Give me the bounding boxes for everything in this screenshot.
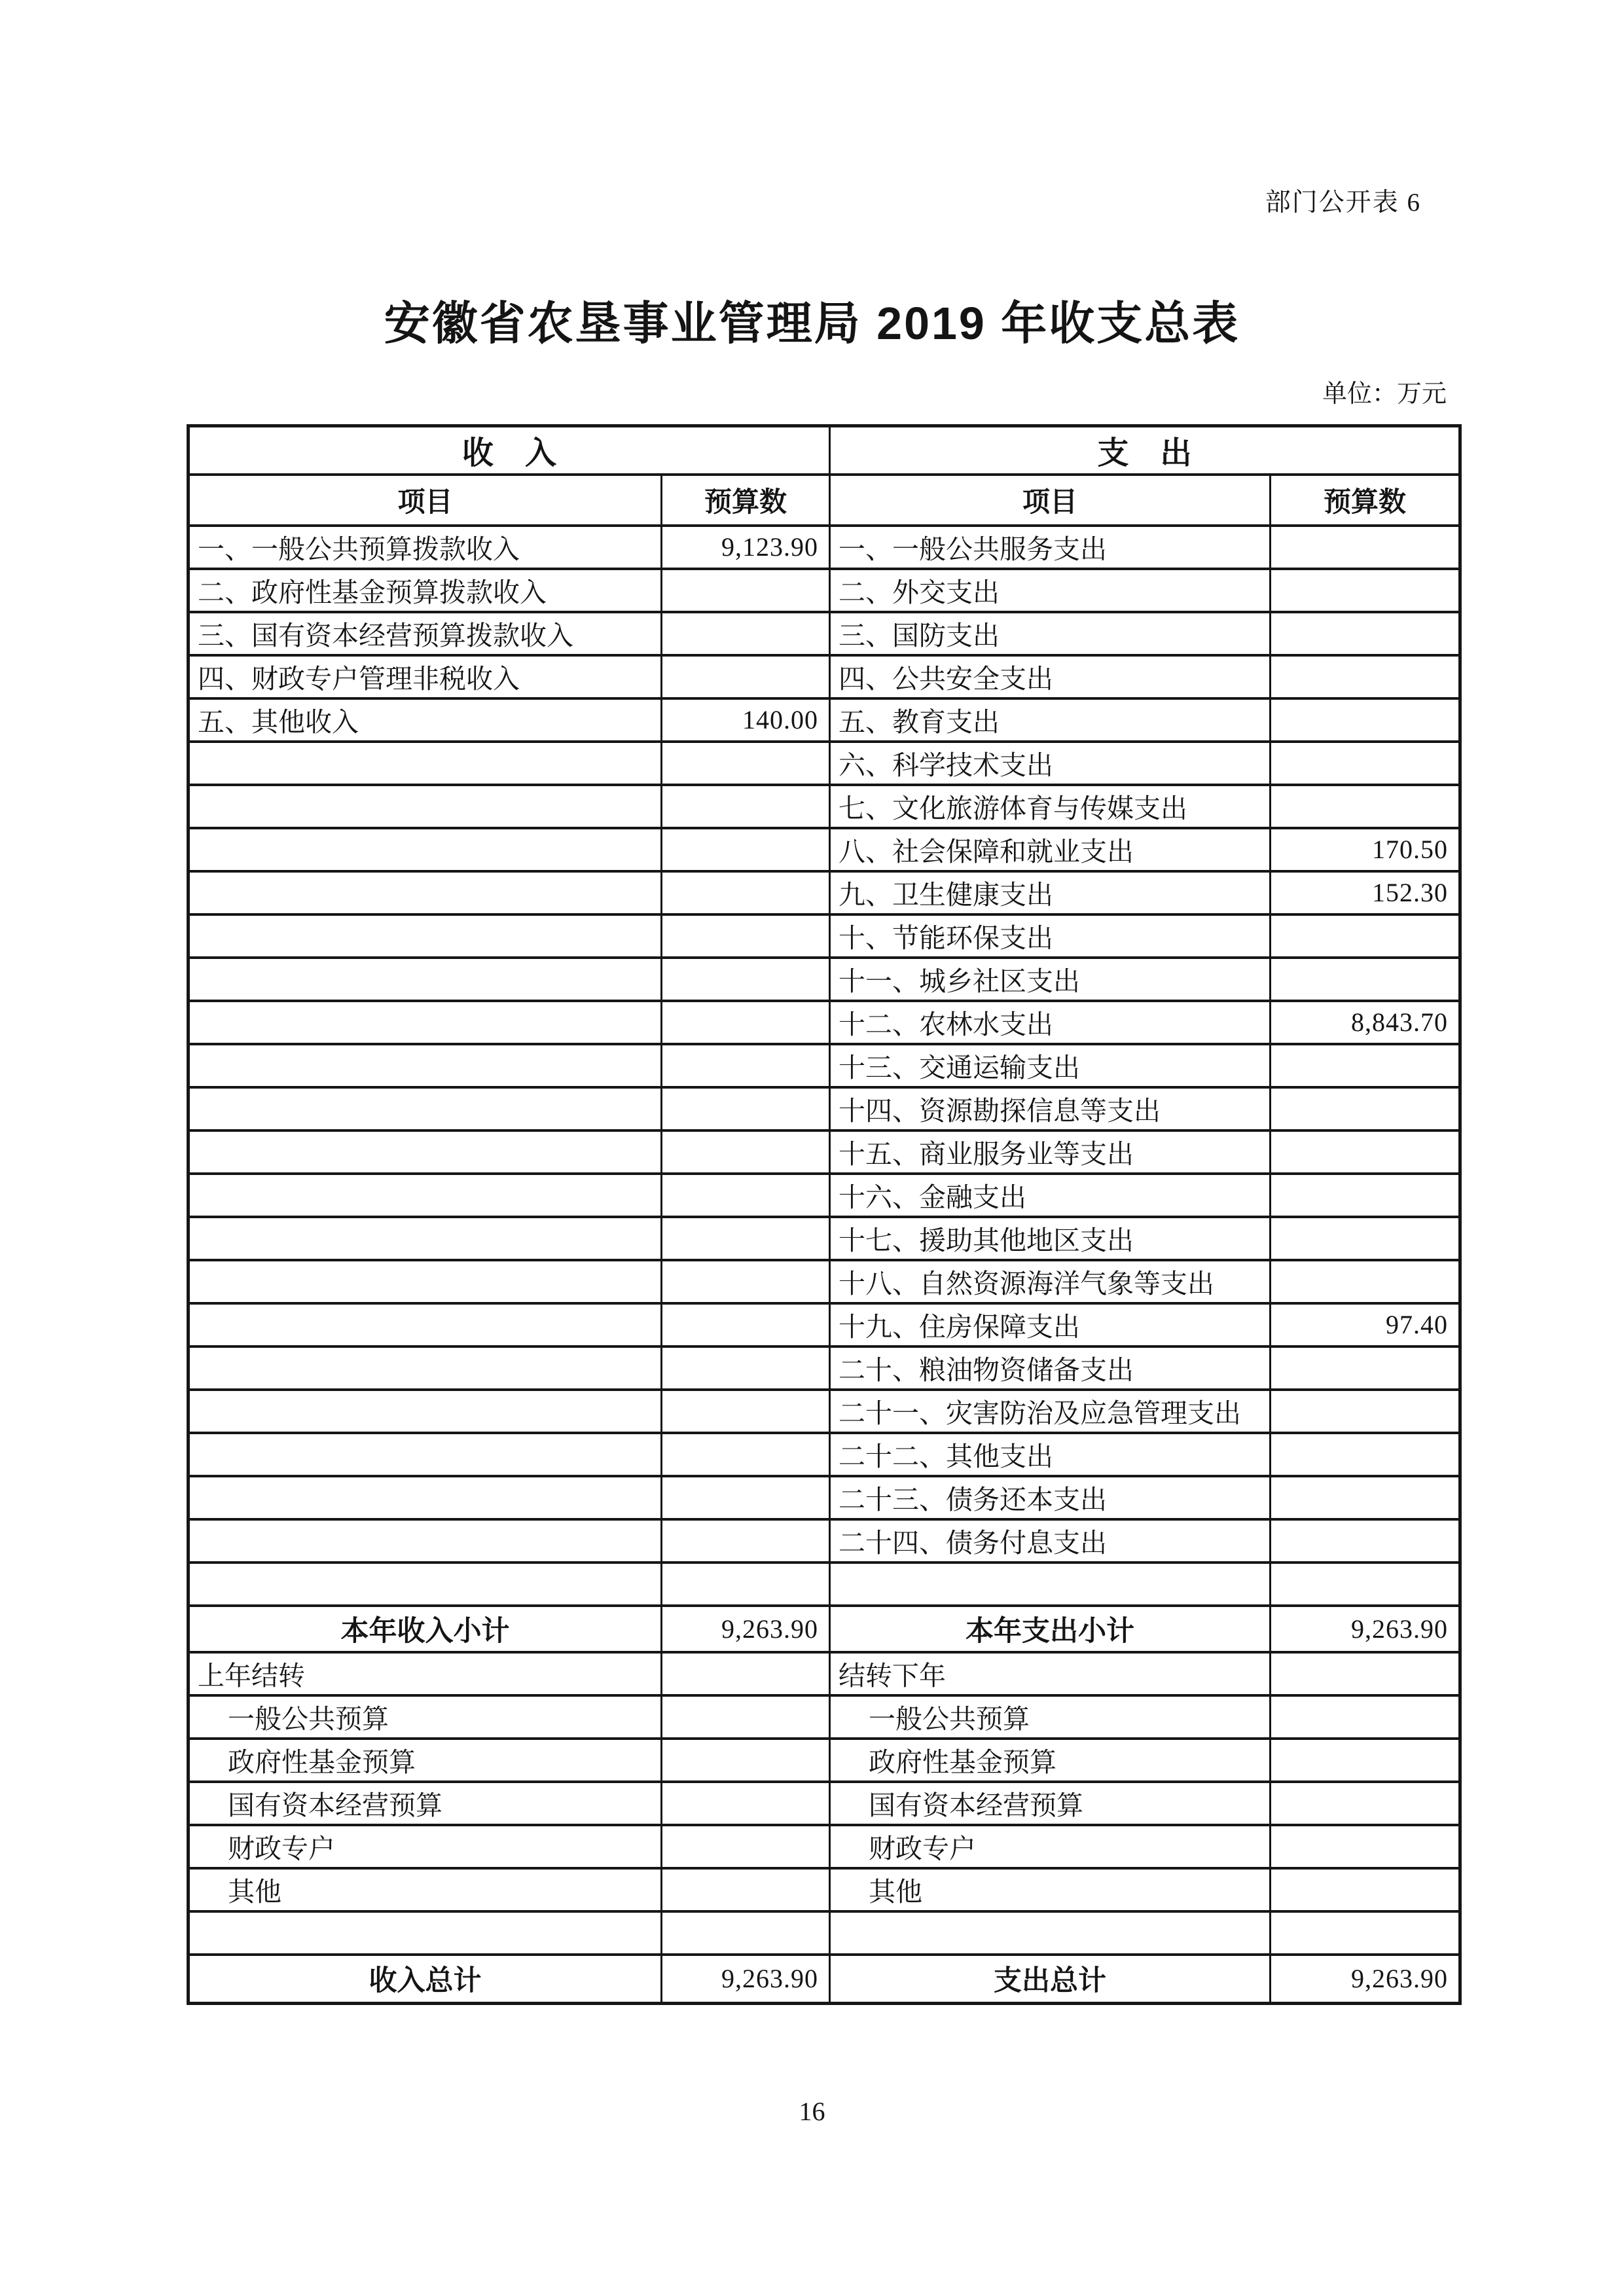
expense-budget-cell (1271, 612, 1460, 655)
expense-budget-cell (1271, 1346, 1460, 1390)
income-budget-cell (662, 785, 830, 828)
expense-budget-cell (1271, 1390, 1460, 1433)
expense-budget-cell (1271, 1739, 1460, 1782)
table-row (189, 1606, 1460, 1652)
expense-item-cell: 十七、援助其他地区支出 (830, 1217, 1271, 1260)
expense-item-cell: 四、公共安全支出 (830, 655, 1271, 698)
expense-budget-cell (1271, 1174, 1460, 1217)
income-budget-cell (662, 1390, 830, 1433)
expense-budget-cell (1271, 1825, 1460, 1868)
expense-item-cell: 一、一般公共服务支出 (830, 526, 1271, 569)
income-item-cell (189, 1217, 662, 1260)
expense-budget-cell (1271, 698, 1460, 742)
table-row (189, 871, 1460, 914)
income-item-cell (189, 1390, 662, 1433)
income-item-cell: 本年收入小计 (189, 1606, 662, 1652)
table-row (189, 612, 1460, 655)
expense-item-cell: 结转下年 (830, 1652, 1271, 1695)
expense-budget-cell (1271, 1652, 1460, 1695)
expense-item-cell: 政府性基金预算 (830, 1739, 1271, 1782)
income-budget-cell (662, 1739, 830, 1782)
income-budget-cell (662, 1044, 830, 1087)
table-row (189, 1739, 1460, 1782)
table-row (189, 1433, 1460, 1476)
expense-item-cell: 八、社会保障和就业支出 (830, 828, 1271, 871)
income-budget-cell (662, 1476, 830, 1519)
income-budget-cell (662, 1217, 830, 1260)
table-row (189, 914, 1460, 958)
expense-item-cell: 十一、城乡社区支出 (830, 958, 1271, 1001)
table-row (189, 1825, 1460, 1868)
expense-group-header: 支 出 (830, 426, 1460, 475)
table-row (189, 1174, 1460, 1217)
income-budget-cell (662, 1346, 830, 1390)
expense-item-cell (830, 1911, 1271, 1955)
expense-budget-cell: 170.50 (1271, 828, 1460, 871)
table-row (189, 698, 1460, 742)
income-item-cell: 四、财政专户管理非税收入 (189, 655, 662, 698)
expense-budget-cell (1271, 1868, 1460, 1911)
expense-item-cell (830, 1563, 1271, 1606)
income-item-cell (189, 1911, 662, 1955)
expense-item-cell: 七、文化旅游体育与传媒支出 (830, 785, 1271, 828)
expense-budget-cell: 97.40 (1271, 1303, 1460, 1346)
expense-budget-cell: 9,263.90 (1271, 1955, 1460, 2004)
table-row (189, 1044, 1460, 1087)
table-row (189, 1695, 1460, 1739)
expense-item-cell: 一般公共预算 (830, 1695, 1271, 1739)
income-item-cell (189, 1303, 662, 1346)
income-budget-cell (662, 1695, 830, 1739)
income-budget-cell (662, 1001, 830, 1044)
expense-item-cell: 十六、金融支出 (830, 1174, 1271, 1217)
income-item-cell (189, 1433, 662, 1476)
income-item-cell: 五、其他收入 (189, 698, 662, 742)
table-row (189, 1303, 1460, 1346)
table-row (189, 1390, 1460, 1433)
expense-item-cell: 十三、交通运输支出 (830, 1044, 1271, 1087)
expense-item-cell: 十二、农林水支出 (830, 1001, 1271, 1044)
expense-budget-cell (1271, 914, 1460, 958)
income-budget-cell (662, 612, 830, 655)
income-budget-cell (662, 1130, 830, 1174)
expense-item-cell: 二十、粮油物资储备支出 (830, 1346, 1271, 1390)
income-item-cell (189, 1174, 662, 1217)
expense-item-cell: 九、卫生健康支出 (830, 871, 1271, 914)
table-row (189, 1955, 1460, 2004)
expense-item-cell: 十、节能环保支出 (830, 914, 1271, 958)
table-row (189, 1652, 1460, 1695)
expense-budget-cell: 9,263.90 (1271, 1606, 1460, 1652)
income-item-cell (189, 958, 662, 1001)
expense-budget-cell (1271, 526, 1460, 569)
table-row (189, 1868, 1460, 1911)
income-budget-cell (662, 871, 830, 914)
expense-item-cell: 十五、商业服务业等支出 (830, 1130, 1271, 1174)
income-item-cell: 其他 (189, 1868, 662, 1911)
expense-budget-cell (1271, 1476, 1460, 1519)
income-item-cell (189, 1346, 662, 1390)
expense-item-cell: 二、外交支出 (830, 569, 1271, 612)
page-number: 16 (799, 2097, 825, 2126)
expense-item-header: 项目 (830, 475, 1271, 526)
page-title: 安徽省农垦事业管理局 2019 年收支总表 (384, 298, 1240, 349)
expense-item-cell: 国有资本经营预算 (830, 1782, 1271, 1825)
income-item-cell: 一、一般公共预算拨款收入 (189, 526, 662, 569)
table-row (189, 569, 1460, 612)
income-item-cell (189, 1130, 662, 1174)
income-budget-cell (662, 1174, 830, 1217)
income-item-cell (189, 1519, 662, 1563)
table-row (189, 1001, 1460, 1044)
income-budget-cell (662, 1825, 830, 1868)
income-item-cell (189, 1087, 662, 1130)
income-item-cell: 收入总计 (189, 1955, 662, 2004)
income-budget-cell (662, 1652, 830, 1695)
table-row (189, 1346, 1460, 1390)
expense-item-cell: 五、教育支出 (830, 698, 1271, 742)
expense-budget-header: 预算数 (1271, 475, 1460, 526)
expense-budget-cell (1271, 1217, 1460, 1260)
doc-label: 部门公开表 6 (1265, 189, 1421, 217)
unit-note: 单位：万元 (1322, 380, 1447, 408)
income-item-cell (189, 1001, 662, 1044)
income-budget-cell (662, 914, 830, 958)
income-item-cell (189, 1476, 662, 1519)
expense-budget-cell (1271, 785, 1460, 828)
expense-item-cell: 六、科学技术支出 (830, 742, 1271, 785)
income-budget-cell (662, 1868, 830, 1911)
expense-budget-cell (1271, 569, 1460, 612)
income-item-cell (189, 1260, 662, 1303)
expense-budget-cell (1271, 742, 1460, 785)
budget-summary-table (187, 424, 1462, 2005)
income-budget-cell (662, 958, 830, 1001)
income-budget-cell (662, 1433, 830, 1476)
table-row (189, 958, 1460, 1001)
expense-item-cell: 财政专户 (830, 1825, 1271, 1868)
income-budget-cell (662, 655, 830, 698)
income-budget-cell (662, 1782, 830, 1825)
expense-budget-cell (1271, 1044, 1460, 1087)
income-budget-cell (662, 1563, 830, 1606)
expense-item-cell: 十四、资源勘探信息等支出 (830, 1087, 1271, 1130)
income-item-cell (189, 828, 662, 871)
income-budget-cell (662, 828, 830, 871)
income-item-cell: 政府性基金预算 (189, 1739, 662, 1782)
expense-item-cell: 二十二、其他支出 (830, 1433, 1271, 1476)
expense-item-cell: 十九、住房保障支出 (830, 1303, 1271, 1346)
expense-budget-cell (1271, 1519, 1460, 1563)
expense-item-cell: 支出总计 (830, 1955, 1271, 2004)
table-group-header-row (189, 426, 1460, 475)
income-item-cell (189, 914, 662, 958)
expense-budget-cell (1271, 958, 1460, 1001)
table-row (189, 1782, 1460, 1825)
income-item-cell: 二、政府性基金预算拨款收入 (189, 569, 662, 612)
expense-budget-cell (1271, 1563, 1460, 1606)
table-row (189, 828, 1460, 871)
expense-item-cell: 二十三、债务还本支出 (830, 1476, 1271, 1519)
expense-budget-cell (1271, 1260, 1460, 1303)
income-item-cell (189, 1563, 662, 1606)
expense-budget-cell (1271, 1433, 1460, 1476)
income-group-header: 收 入 (189, 426, 830, 475)
expense-item-cell: 三、国防支出 (830, 612, 1271, 655)
income-budget-cell: 9,263.90 (662, 1606, 830, 1652)
income-budget-cell (662, 1260, 830, 1303)
income-item-cell: 国有资本经营预算 (189, 1782, 662, 1825)
expense-budget-cell: 152.30 (1271, 871, 1460, 914)
table-row (189, 1260, 1460, 1303)
table-column-header-row (189, 475, 1460, 526)
income-budget-cell (662, 1087, 830, 1130)
income-item-cell (189, 785, 662, 828)
expense-budget-cell (1271, 1911, 1460, 1955)
income-item-cell: 上年结转 (189, 1652, 662, 1695)
income-item-header: 项目 (189, 475, 662, 526)
income-item-cell (189, 1044, 662, 1087)
income-budget-cell (662, 1911, 830, 1955)
expense-item-cell: 二十四、债务付息支出 (830, 1519, 1271, 1563)
expense-item-cell: 二十一、灾害防治及应急管理支出 (830, 1390, 1271, 1433)
income-budget-cell (662, 1303, 830, 1346)
income-item-cell (189, 742, 662, 785)
table-row (189, 1519, 1460, 1563)
table-row (189, 1563, 1460, 1606)
expense-item-cell: 十八、自然资源海洋气象等支出 (830, 1260, 1271, 1303)
table-body (189, 526, 1460, 2004)
income-item-cell: 一般公共预算 (189, 1695, 662, 1739)
income-budget-cell: 9,123.90 (662, 526, 830, 569)
income-item-cell: 财政专户 (189, 1825, 662, 1868)
income-budget-cell: 140.00 (662, 698, 830, 742)
income-budget-cell (662, 1519, 830, 1563)
income-budget-header: 预算数 (662, 475, 830, 526)
table-row (189, 1087, 1460, 1130)
income-item-cell: 三、国有资本经营预算拨款收入 (189, 612, 662, 655)
income-item-cell (189, 871, 662, 914)
expense-budget-cell (1271, 1130, 1460, 1174)
expense-item-cell: 本年支出小计 (830, 1606, 1271, 1652)
table-row (189, 785, 1460, 828)
table-row (189, 655, 1460, 698)
expense-budget-cell (1271, 1782, 1460, 1825)
income-budget-cell (662, 742, 830, 785)
table-row (189, 742, 1460, 785)
table-row (189, 1911, 1460, 1955)
table-row (189, 1217, 1460, 1260)
table-row (189, 526, 1460, 569)
expense-budget-cell (1271, 1087, 1460, 1130)
expense-budget-cell: 8,843.70 (1271, 1001, 1460, 1044)
expense-budget-cell (1271, 1695, 1460, 1739)
expense-item-cell: 其他 (830, 1868, 1271, 1911)
table-row (189, 1476, 1460, 1519)
income-budget-cell (662, 569, 830, 612)
income-budget-cell: 9,263.90 (662, 1955, 830, 2004)
expense-budget-cell (1271, 655, 1460, 698)
table-row (189, 1130, 1460, 1174)
